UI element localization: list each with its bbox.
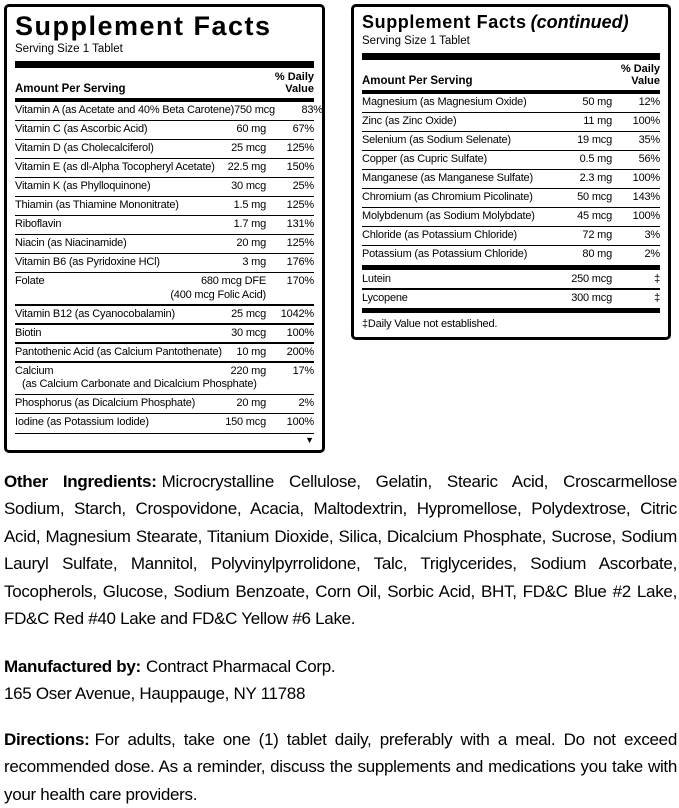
nutrient-name: Pantothenic Acid (as Calcium Pantothenate) [15,346,222,360]
nutrient-table [15,102,314,432]
nutrient-amount: 25 mcg [231,308,266,322]
nutrient-amount: 19 mcg [577,134,612,148]
nutrient-daily-value: 25% [266,180,314,194]
nutrient-amount-sub: (400 mcg Folic Acid) [170,289,266,303]
nutrient-daily-value: 3% [612,229,660,243]
nutrient-name: Folate [15,275,44,289]
table-row [362,132,660,150]
nutrient-name: Phosphorus (as Dicalcium Phosphate) [15,397,195,411]
nutrient-amount: 1.7 mg [234,218,266,232]
continued-strip [15,433,314,446]
manufactured-by-paragraph [4,653,677,708]
nutrient-name: Vitamin K (as Phylloquinone) [15,180,150,194]
nutrient-amount: 20 mg [236,397,266,411]
nutrient-daily-value: 150% [266,161,314,175]
table-row [15,197,314,215]
nutrient-amount: 22.5 mg [228,161,266,175]
heavy-rule [362,53,660,60]
nutrient-daily-value: 125% [266,199,314,213]
nutrient-amount: 30 mcg [231,180,266,194]
directions-label: Directions: [4,730,90,749]
nutrient-daily-value: 125% [266,237,314,251]
directions-text: For adults, take one (1) tablet daily, preferably with a meal. Do not exceed recommended dose. As a reminder, discuss the supplements and medications you take with your health care providers. [4,730,677,804]
nutrient-daily-value: 100% [266,327,314,341]
other-ingredients-label: Other Ingredients: [4,472,157,491]
table-row [15,178,314,196]
table-row [15,254,314,272]
table-row [362,208,660,226]
table-row [362,290,660,308]
nutrient-amount: 10 mg [236,346,266,360]
table-row [362,227,660,245]
nutrient-amount: 250 mcg [571,273,612,287]
table-row [362,189,660,207]
nutrient-amount: 150 mcg [225,416,266,430]
nutrient-daily-value: 100% [612,115,660,129]
nutrient-table [362,94,660,307]
column-header-daily-value: % Daily Value [275,72,314,95]
nutrient-amount: 2.3 mg [580,172,612,186]
nutrient-daily-value: 200% [266,346,314,360]
nutrient-name-sub: (as Calcium Carbonate and Dicalcium Phosphate) [15,378,257,392]
nutrient-daily-value: 125% [266,142,314,156]
manufactured-by-label: Manufactured by: [4,657,141,676]
nutrient-daily-value: 131% [266,218,314,232]
nutrient-amount: 750 mcg [234,104,275,118]
table-header [15,68,314,98]
nutrient-amount: 300 mcg [571,292,612,306]
nutrient-amount: 45 mcg [577,210,612,224]
table-header [362,60,660,90]
supplement-facts-panel-right [351,4,671,340]
nutrient-daily-value: ‡ [612,273,660,287]
serving-size: Serving Size 1 Tablet [15,41,314,58]
nutrient-amount: 25 mcg [231,142,266,156]
nutrient-daily-value: 100% [612,210,660,224]
nutrient-name: Chromium (as Chromium Picolinate) [362,191,533,205]
nutrient-daily-value: 67% [266,123,314,137]
supplement-facts-panel-left [4,4,325,453]
nutrient-amount: 30 mcg [231,327,266,341]
table-row [15,102,314,120]
nutrient-daily-value: 83% [275,104,323,118]
manufacturer-name: Contract Pharmacal Corp. [146,657,335,676]
column-header-daily-value: % Daily Value [621,64,660,87]
section-divider [362,265,660,270]
nutrient-daily-value: 100% [612,172,660,186]
nutrient-name: Iodine (as Potassium Iodide) [15,416,149,430]
table-row [15,414,314,432]
nutrient-name: Vitamin E (as dl-Alpha Tocopheryl Acetate) [15,161,215,175]
table-row [362,170,660,188]
nutrient-daily-value: 1042% [266,308,314,322]
table-row [15,235,314,253]
panel-title: Supplement Facts [15,12,314,41]
table-row [15,216,314,234]
nutrient-amount: 72 mg [582,229,612,243]
heavy-rule [15,61,314,68]
table-row [362,94,660,112]
nutrient-name: Calcium [15,365,53,379]
nutrient-amount: 680 mcg DFE [201,275,266,289]
serving-size: Serving Size 1 Tablet [362,33,660,50]
column-header-amount: Amount Per Serving [15,83,126,95]
nutrient-amount: 80 mg [582,248,612,262]
nutrient-daily-value: 12% [612,96,660,110]
nutrient-amount: 50 mg [582,96,612,110]
nutrient-daily-value: 2% [266,397,314,411]
manufacturer-address: 165 Oser Avenue, Hauppauge, NY 11788 [4,680,677,708]
nutrient-name: Zinc (as Zinc Oxide) [362,115,456,129]
nutrient-name: Vitamin C (as Ascorbic Acid) [15,123,147,137]
nutrient-name: Molybdenum (as Sodium Molybdate) [362,210,535,224]
table-row [15,273,314,304]
nutrient-daily-value: 100% [266,416,314,430]
nutrient-daily-value: 56% [612,153,660,167]
nutrient-name: Vitamin A (as Acetate and 40% Beta Carotene) [15,104,234,118]
nutrient-daily-value: 35% [612,134,660,148]
table-row [15,325,314,343]
nutrient-daily-value: 176% [266,256,314,270]
nutrient-daily-value: ‡ [612,292,660,306]
nutrient-name: Potassium (as Potassium Chloride) [362,248,527,262]
nutrient-amount: 20 mg [236,237,266,251]
directions-paragraph [4,726,677,808]
table-row [362,271,660,289]
nutrient-amount: 60 mg [236,123,266,137]
nutrient-daily-value: 2% [612,248,660,262]
nutrient-daily-value: 143% [612,191,660,205]
table-row [362,151,660,169]
nutrient-name: Vitamin D (as Cholecalciferol) [15,142,154,156]
nutrient-name: Copper (as Cupric Sulfate) [362,153,487,167]
nutrient-amount: 3 mg [242,256,266,270]
nutrient-name: Manganese (as Manganese Sulfate) [362,172,533,186]
table-row [362,113,660,131]
nutrient-name: Vitamin B6 (as Pyridoxine HCl) [15,256,160,270]
table-row [15,140,314,158]
table-row [15,344,314,362]
nutrient-daily-value: 170% [266,275,314,289]
nutrient-daily-value: 17% [266,365,314,379]
nutrient-name: Lutein [362,273,391,287]
table-row [15,395,314,413]
panel-title-text: Supplement Facts [362,12,527,32]
panel-title-continued: (continued) [531,12,629,32]
supplement-facts-panels [4,4,677,453]
panel-title [362,12,660,33]
column-header-amount: Amount Per Serving [362,75,473,87]
nutrient-name: Lycopene [362,292,408,306]
continued-arrow-icon: ▼ [305,435,314,446]
nutrient-name: Vitamin B12 (as Cyanocobalamin) [15,308,175,322]
nutrient-amount: 0.5 mg [580,153,612,167]
table-row [15,306,314,324]
table-row [15,159,314,177]
nutrient-name: Chloride (as Potassium Chloride) [362,229,517,243]
other-ingredients-text: Microcrystalline Cellulose, Gelatin, Stearic Acid, Croscarmellose Sodium, Starch, Crospovidone, Acacia, Maltodextrin, Hypromellose, Polydextrose, Citric Acid, Magnesium Stearate, Titanium Dioxide, Silica, Dicalcium Phosphate, Sucrose, Sodium Lauryl Sulfate, Mannitol, Polyvinylpyrrolidone, Talc, Triglycerides, Sodium Ascorbate, Tocopherols, Glucose, Sodium Benzoate, Corn Oil, Sorbic Acid, BHT, FD&C Blue #2 Lake, FD&C Red #40 Lake and FD&C Yellow #6 Lake. [4,472,677,629]
other-ingredients-paragraph [4,468,677,633]
nutrient-amount: 220 mg [231,365,267,379]
nutrient-name: Magnesium (as Magnesium Oxide) [362,96,527,110]
table-row [362,246,660,264]
nutrient-name: Thiamin (as Thiamine Mononitrate) [15,199,179,213]
nutrient-name: Niacin (as Niacinamide) [15,237,127,251]
table-row [15,363,314,394]
nutrient-name: Riboflavin [15,218,61,232]
nutrient-amount: 11 mg [583,115,612,129]
table-row [15,121,314,139]
nutrient-name: Selenium (as Sodium Selenate) [362,134,511,148]
nutrient-amount: 50 mcg [577,191,612,205]
nutrient-amount: 1.5 mg [234,199,266,213]
section-divider [362,308,660,313]
nutrient-name: Biotin [15,327,41,341]
dv-footnote: ‡Daily Value not established. [362,314,660,333]
